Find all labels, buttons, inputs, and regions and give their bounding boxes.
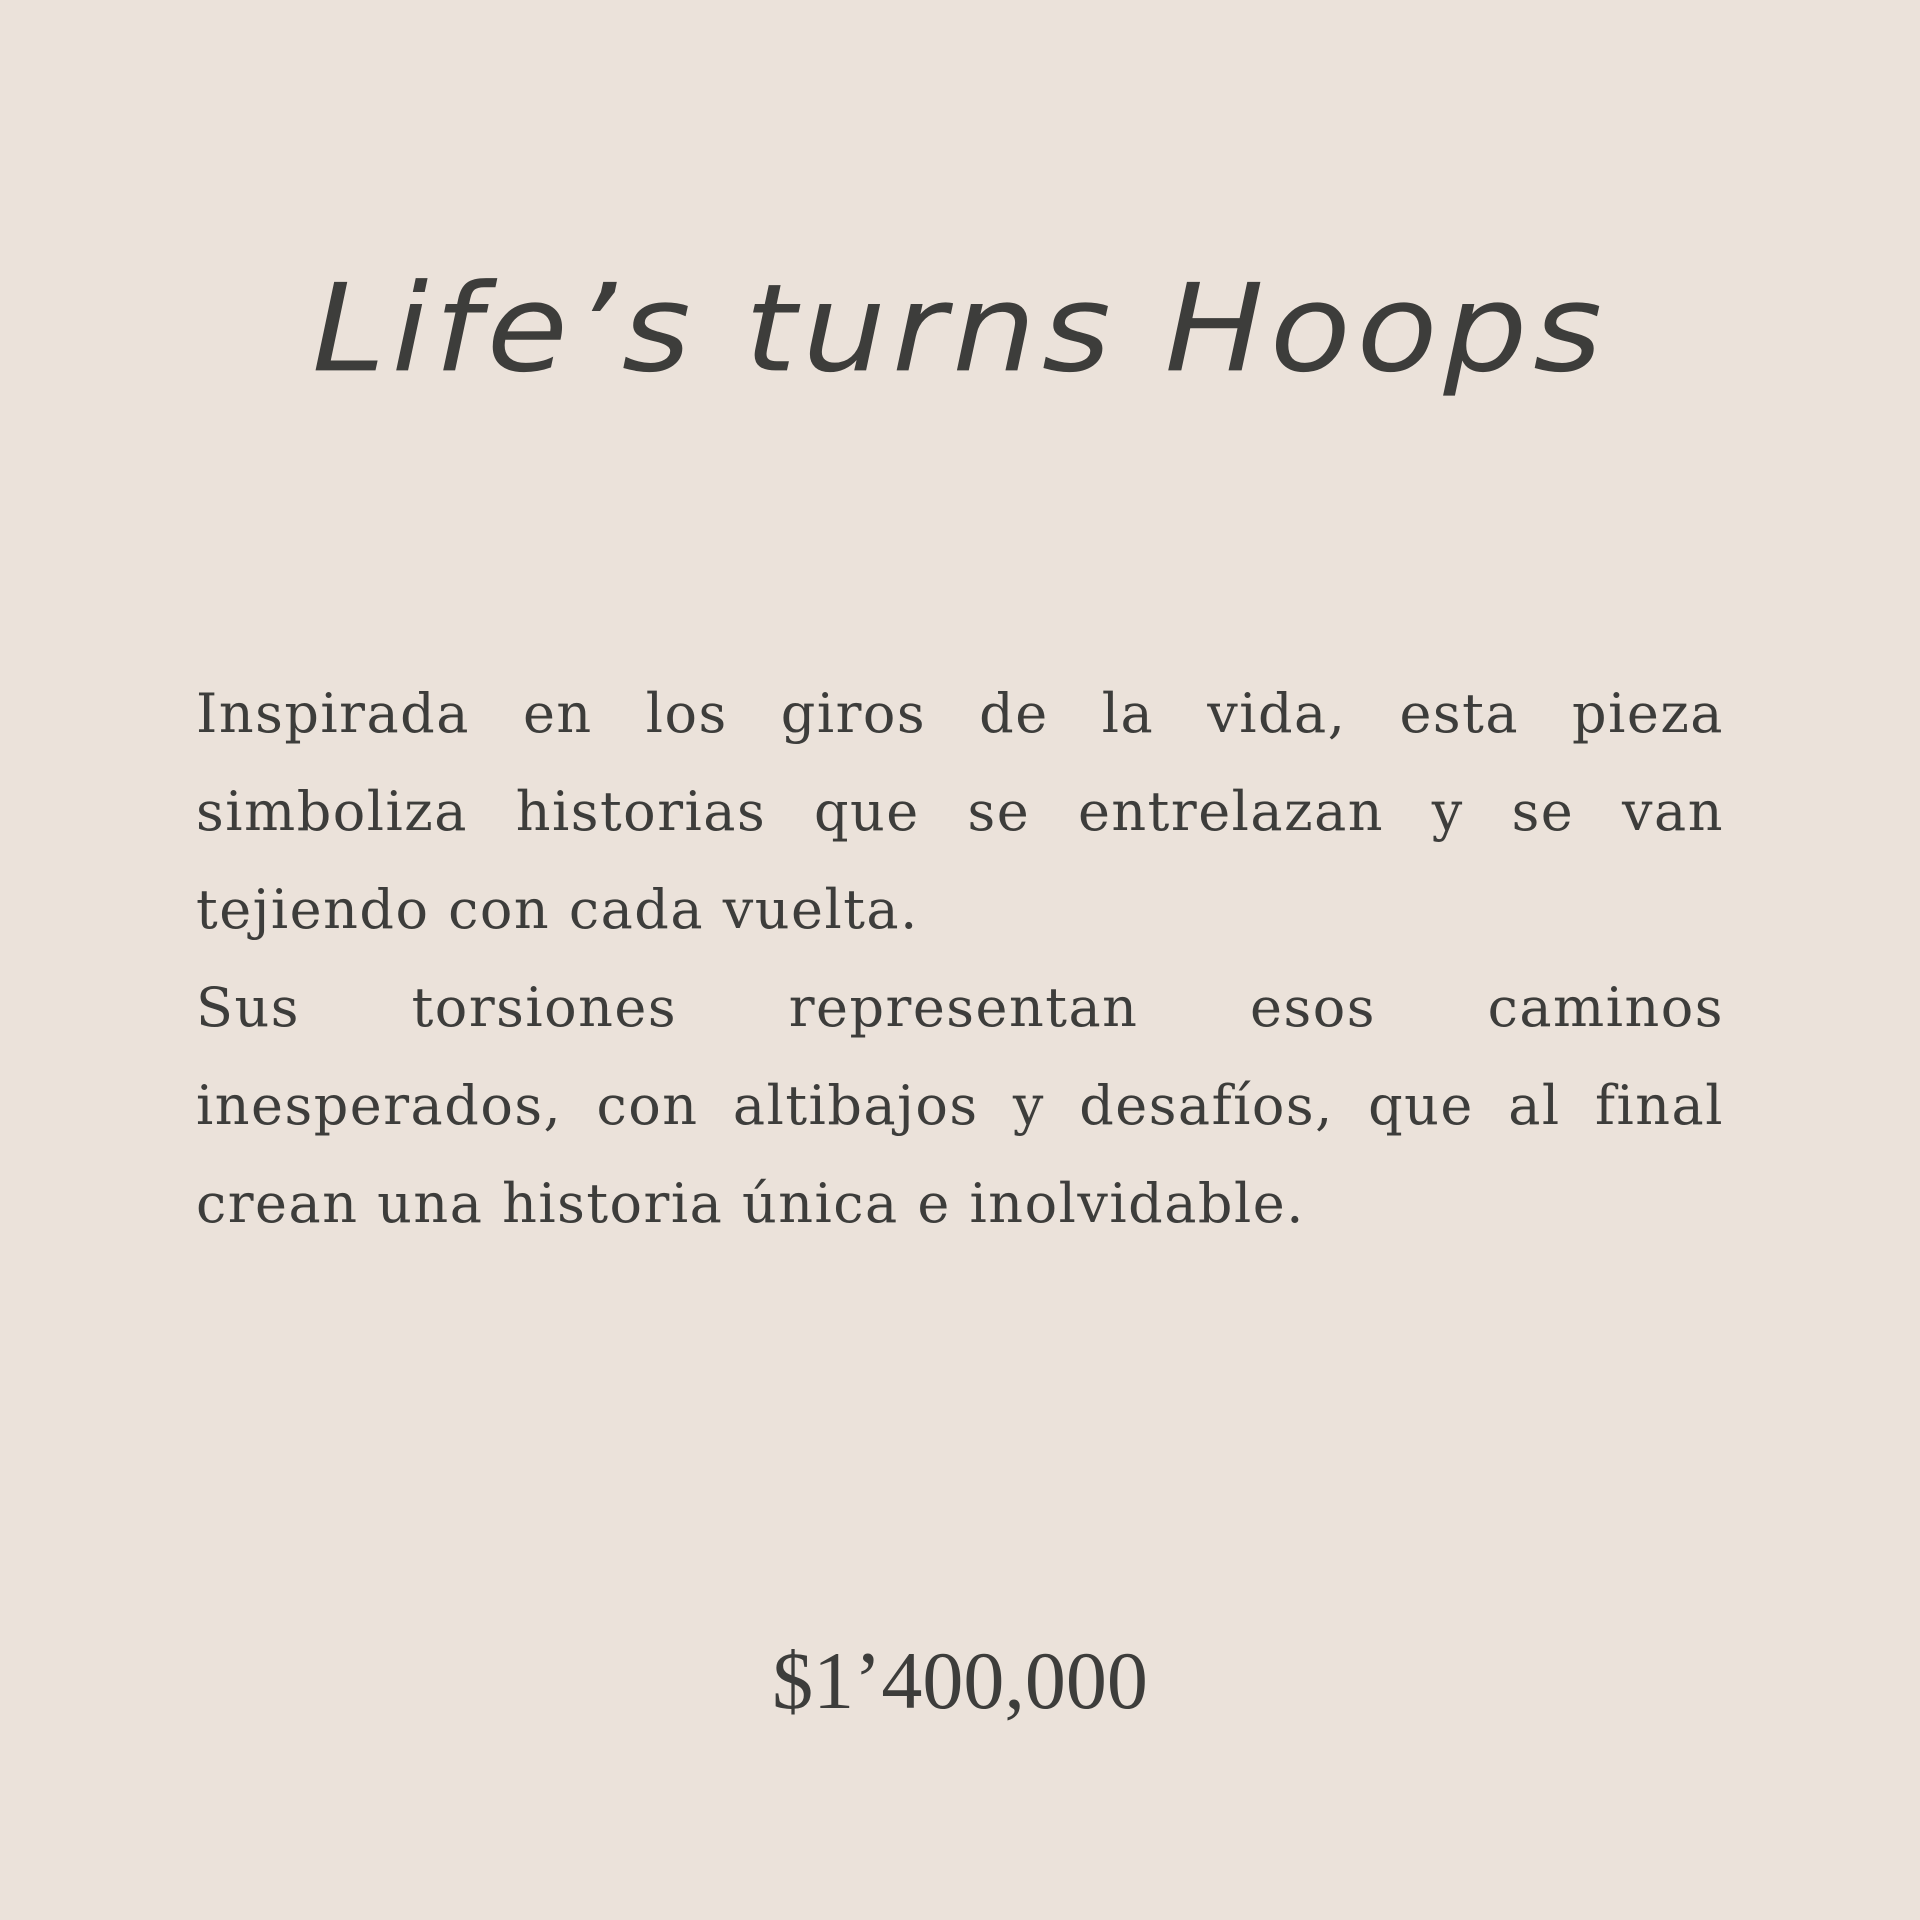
product-title: Life’s turns Hoops <box>312 258 1608 401</box>
description-paragraph: Inspirada en los giros de la vida, esta pieza simboliza historias que se entrelazan y se van tejiendo con cada vuelta. <box>196 682 1724 941</box>
product-price: $1’400,000 <box>772 1635 1148 1726</box>
description-paragraph: Sus torsiones representan esos caminos inesperados, con altibajos y desafíos, que al final crean una historia única e inolvidable. <box>196 976 1724 1235</box>
product-description <box>196 665 1724 1253</box>
